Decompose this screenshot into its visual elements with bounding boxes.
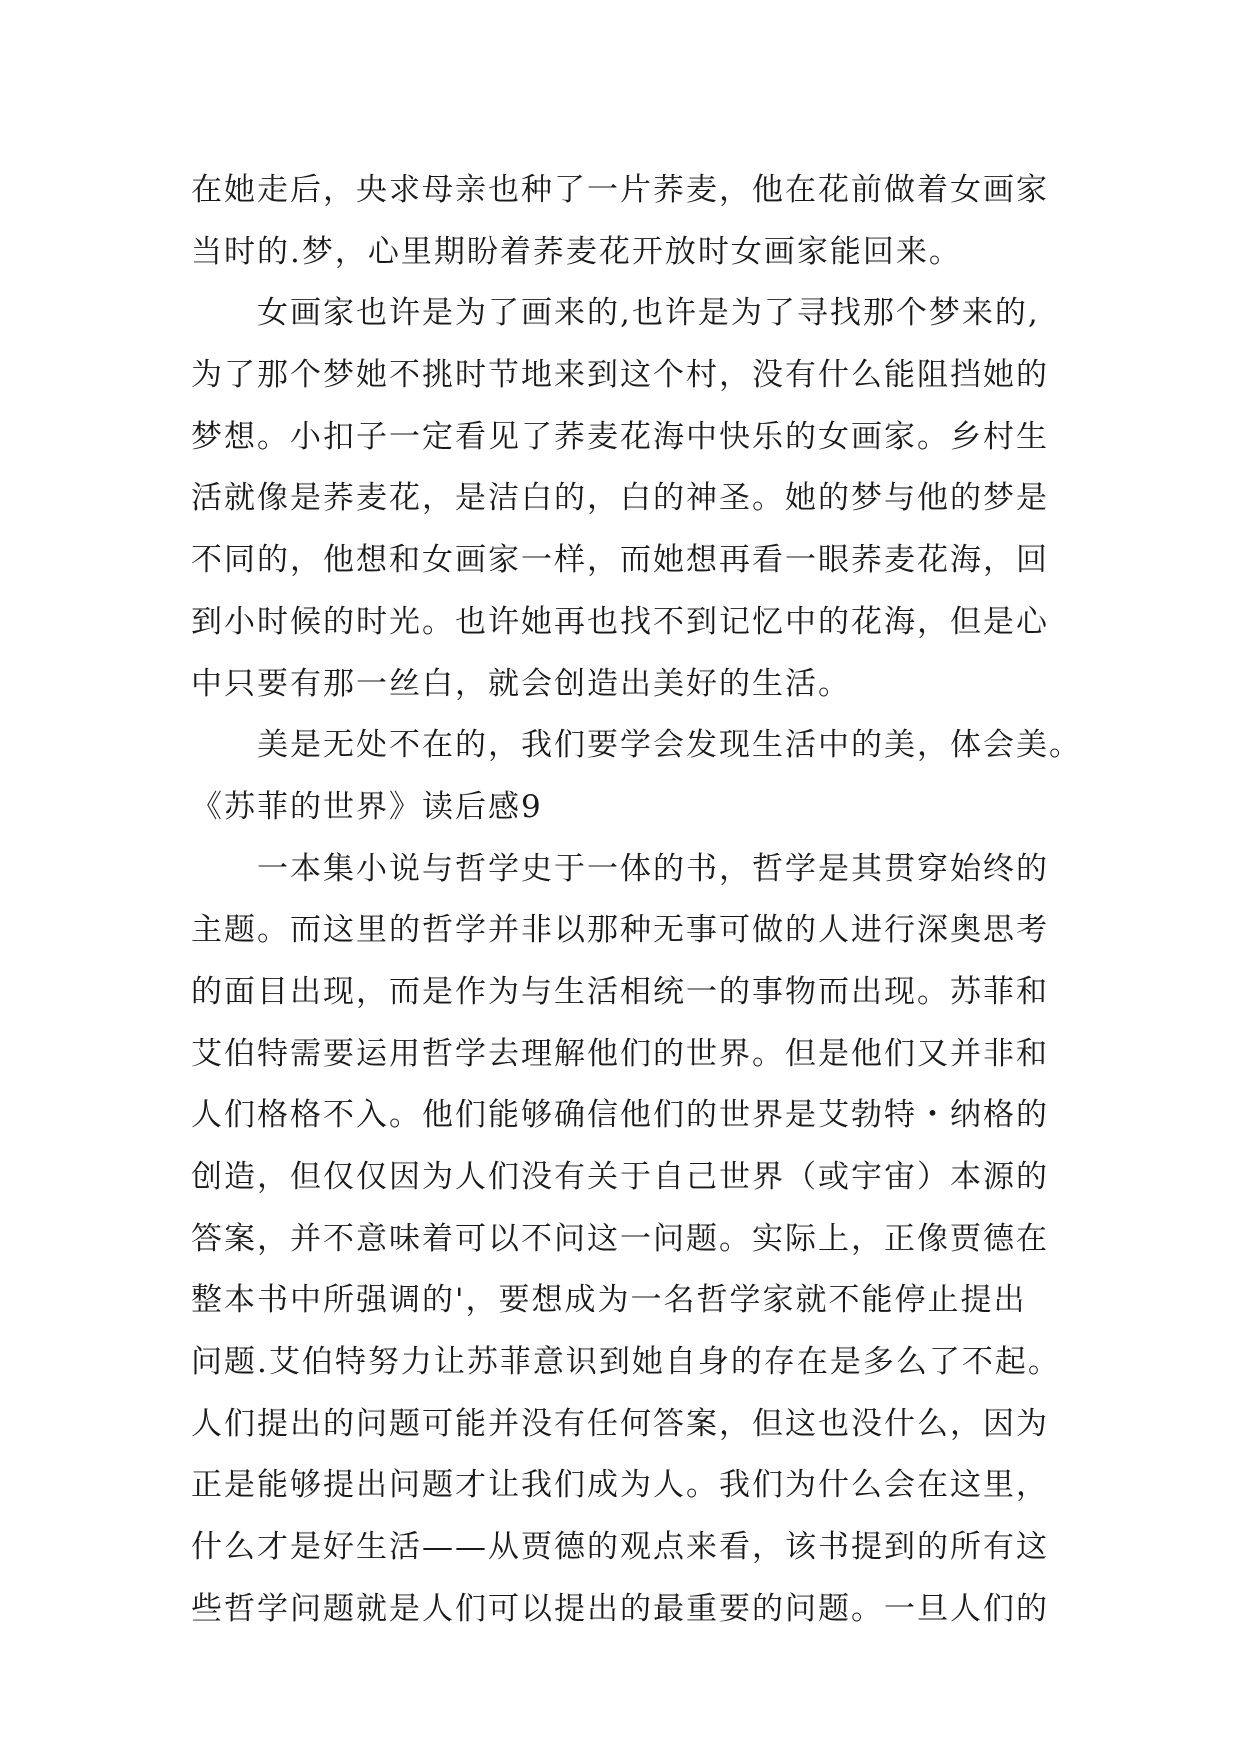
text-line: 些哲学问题就是人们可以提出的最重要的问题。一旦人们的	[191, 1590, 1049, 1627]
text-line: 在她走后，央求母亲也种了一片荞麦，他在花前做着女画家	[191, 172, 1049, 208]
text-line: 创造，但仅仅因为人们没有关于自己世界（或宇宙）本源的	[191, 1159, 1049, 1195]
paragraph-start-line: 美是无处不在的，我们要学会发现生活中的美，体会美。	[257, 727, 1082, 764]
text-line: 活就像是荞麦花，是洁白的，白的神圣。她的梦与他的梦是	[191, 480, 1049, 517]
text-line: 为了那个梦她不挑时节地来到这个村，没有什么能阻挡她的	[191, 357, 1049, 394]
paragraph-start-line: 一本集小说与哲学史于一体的书，哲学是其贯穿始终的	[257, 850, 1049, 887]
text-line: 主题。而这里的哲学并非以那种无事可做的人进行深奥思考	[191, 912, 1049, 949]
text-line: 不同的，他想和女画家一样，而她想再看一眼荞麦花海，回	[191, 542, 1049, 579]
document-body	[191, 160, 1082, 1641]
text-line: 人们提出的问题可能并没有任何答案，但这也没什么，因为	[191, 1405, 1049, 1442]
text-line: 问题.艾伯特努力让苏菲意识到她自身的存在是多么了不起。	[191, 1344, 1061, 1381]
text-line: 艾伯特需要运用哲学去理解他们的世界。但是他们又并非和	[191, 1035, 1049, 1072]
text-line: 的面目出现，而是作为与生活相统一的事物而出现。苏菲和	[191, 973, 1049, 1010]
text-line: 整本书中所强调的'，要想成为一名哲学家就不能停止提出	[191, 1282, 1027, 1319]
text-line: 当时的.梦，心里期盼着荞麦花开放时女画家能回来。	[191, 233, 962, 270]
text-line: 什么才是好生活——从贾德的观点来看，该书提到的所有这	[191, 1529, 1049, 1566]
text-line: 中只要有那一丝白，就会创造出美好的生活。	[191, 665, 851, 702]
text-line: 答案，并不意味着可以不问这一问题。实际上，正像贾德在	[191, 1220, 1049, 1257]
text-line: 正是能够提出问题才让我们成为人。我们为什么会在这里，	[191, 1467, 1049, 1504]
text-line: 梦想。小扣子一定看见了荞麦花海中快乐的女画家。乡村生	[191, 418, 1049, 455]
paragraph-start-line: 女画家也许是为了画来的,也许是为了寻找那个梦来的,	[257, 295, 1040, 332]
text-line: 到小时候的时光。也许她再也找不到记忆中的花海，但是心	[191, 603, 1049, 640]
text-line: 人们格格不入。他们能够确信他们的世界是艾勃特・纳格的	[191, 1097, 1049, 1134]
section-heading: 《苏菲的世界》读后感9	[191, 788, 543, 825]
